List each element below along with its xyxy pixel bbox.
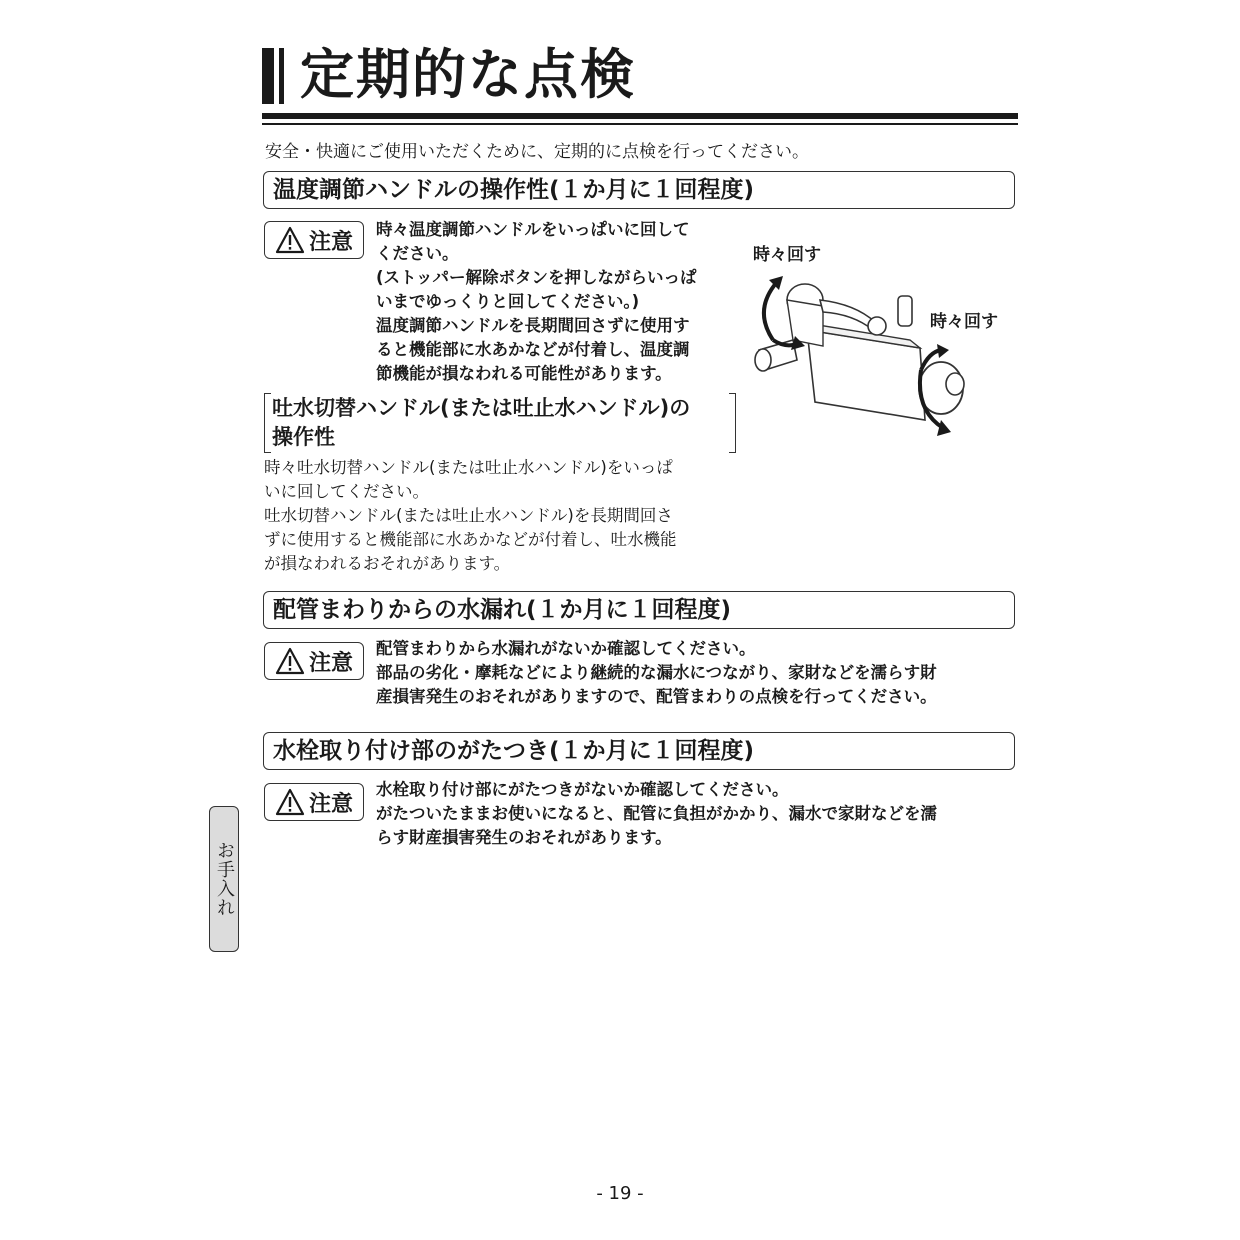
caution-line: 温度調節ハンドルを長期間回さずに使用す xyxy=(376,316,690,335)
warning-icon xyxy=(275,788,305,816)
side-tab-label: お手入れ xyxy=(214,841,235,917)
caution-label: 注意 xyxy=(308,791,353,817)
caution-line: (ストッパー解除ボタンを押しながらいっぱ xyxy=(376,268,697,287)
caution-line: らす財産損害発生のおそれがあります。 xyxy=(376,828,672,847)
title-marker xyxy=(262,48,290,104)
body-line: 吐水切替ハンドル(または吐止水ハンドル)を長期間回さ xyxy=(264,506,673,525)
section-header-mount: 水栓取り付け部のがたつき(１か月に１回程度) xyxy=(263,732,1015,770)
section-header-temperature: 温度調節ハンドルの操作性(１か月に１回程度) xyxy=(263,171,1015,209)
caution-line: ると機能部に水あかなどが付着し、温度調 xyxy=(376,340,690,359)
body-line: 時々吐水切替ハンドル(または吐止水ハンドル)をいっぱ xyxy=(264,458,673,477)
section-header-leak: 配管まわりからの水漏れ(１か月に１回程度) xyxy=(263,591,1015,629)
figure-label-left: 時々回す xyxy=(753,245,821,265)
caution-badge xyxy=(264,221,364,259)
caution-badge xyxy=(264,783,364,821)
body-line: が損なわれるおそれがあります。 xyxy=(264,554,511,573)
caution-line: 節機能が損なわれる可能性があります。 xyxy=(376,364,672,383)
page-title: 定期的な点検 xyxy=(300,43,636,106)
caution-line: いまでゆっくりと回してください。) xyxy=(376,292,640,311)
caution-text-temperature xyxy=(376,218,697,386)
body-line: ずに使用すると機能部に水あかなどが付着し、吐水機能 xyxy=(264,530,677,549)
subsection-body xyxy=(264,456,677,576)
title-rule-thick xyxy=(262,113,1018,119)
title-rule-thin xyxy=(262,123,1018,125)
caution-line: 時々温度調節ハンドルをいっぱいに回して xyxy=(376,220,690,239)
page-number: - 19 - xyxy=(596,1183,644,1204)
caution-text-leak xyxy=(376,637,937,709)
caution-label: 注意 xyxy=(308,650,353,676)
caution-line: 部品の劣化・摩耗などにより継続的な漏水につながり、家財などを濡らす財 xyxy=(376,663,937,682)
caution-line: 配管まわりから水漏れがないか確認してください。 xyxy=(376,639,756,658)
warning-icon xyxy=(275,226,305,254)
caution-line: ください。 xyxy=(376,244,459,263)
caution-line: 産損害発生のおそれがありますので、配管まわりの点検を行ってください。 xyxy=(376,687,937,706)
caution-line: がたついたままお使いになると、配管に負担がかかり、漏水で家財などを濡 xyxy=(376,804,937,823)
faucet-illustration xyxy=(745,270,975,450)
side-tab-care xyxy=(209,806,239,952)
caution-text-mount xyxy=(376,778,937,850)
body-line: いに回してください。 xyxy=(264,482,429,501)
caution-label: 注意 xyxy=(308,229,353,255)
subsection-heading-line: 操作性 xyxy=(272,425,335,449)
figure-label-right: 時々回す xyxy=(930,312,998,332)
subsection-heading xyxy=(264,393,736,453)
subsection-heading-line: 吐水切替ハンドル(または吐止水ハンドル)の xyxy=(272,396,691,420)
caution-badge xyxy=(264,642,364,680)
intro-text: 安全・快適にご使用いただくために、定期的に点検を行ってください。 xyxy=(265,142,809,162)
warning-icon xyxy=(275,647,305,675)
caution-line: 水栓取り付け部にがたつきがないか確認してください。 xyxy=(376,780,789,799)
